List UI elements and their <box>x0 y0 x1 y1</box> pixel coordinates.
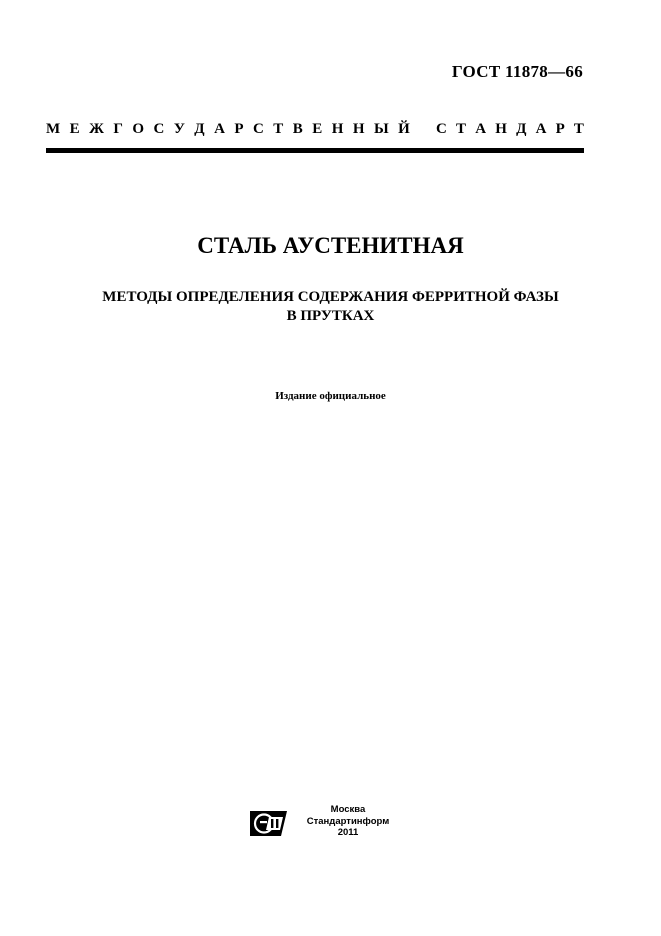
heading-letter: Е <box>312 121 323 137</box>
heading-letter: Ж <box>89 121 104 137</box>
heading-letter: Ы <box>373 121 389 137</box>
heading-letter: Т <box>456 121 467 137</box>
heading-letter: Н <box>331 121 344 137</box>
heading-letter: С <box>436 121 447 137</box>
publisher-block <box>300 804 396 839</box>
heading-letter: Р <box>234 121 244 137</box>
publisher-name: Стандартинформ <box>306 815 390 827</box>
edition-note: Издание официальное <box>275 390 386 402</box>
heading-letter: У <box>173 121 185 137</box>
subtitle-line-2: В ПРУТКАХ <box>286 308 375 324</box>
heading-letter: В <box>292 121 303 137</box>
heading-letter: Г <box>113 121 123 137</box>
heading-letter: С <box>153 121 165 137</box>
standard-type-heading <box>46 121 584 138</box>
standartinform-logo-icon <box>247 808 287 839</box>
document-title: СТАЛЬ АУСТЕНИТНАЯ <box>197 233 464 258</box>
heading-letter: С <box>252 121 264 137</box>
heading-letter: Н <box>352 121 365 137</box>
heading-letter: А <box>214 121 225 137</box>
heading-letter: М <box>46 121 61 137</box>
heading-letter: А <box>535 121 547 137</box>
heading-letter: Т <box>273 121 284 137</box>
document-subtitle <box>0 288 661 326</box>
heading-letter: Е <box>69 121 80 137</box>
standard-type-word-1 <box>46 121 410 138</box>
publication-year: 2011 <box>337 827 359 838</box>
heading-letter: Н <box>495 121 507 137</box>
heading-letter: О <box>132 121 145 137</box>
heading-letter: Д <box>194 121 205 137</box>
heading-letter: Д <box>516 121 527 137</box>
heading-letter: Й <box>398 121 410 137</box>
subtitle-line-1: МЕТОДЫ ОПРЕДЕЛЕНИЯ СОДЕРЖАНИЯ ФЕРРИТНОЙ ФАЗЫ <box>102 289 559 305</box>
publisher-city: Москва <box>330 804 366 815</box>
heading-letter: А <box>475 121 487 137</box>
standard-number: ГОСТ 11878—66 <box>451 62 583 81</box>
header-divider <box>46 148 584 153</box>
standard-type-word-2 <box>436 121 584 138</box>
heading-letter: Р <box>555 121 565 137</box>
heading-letter: Т <box>573 121 584 137</box>
